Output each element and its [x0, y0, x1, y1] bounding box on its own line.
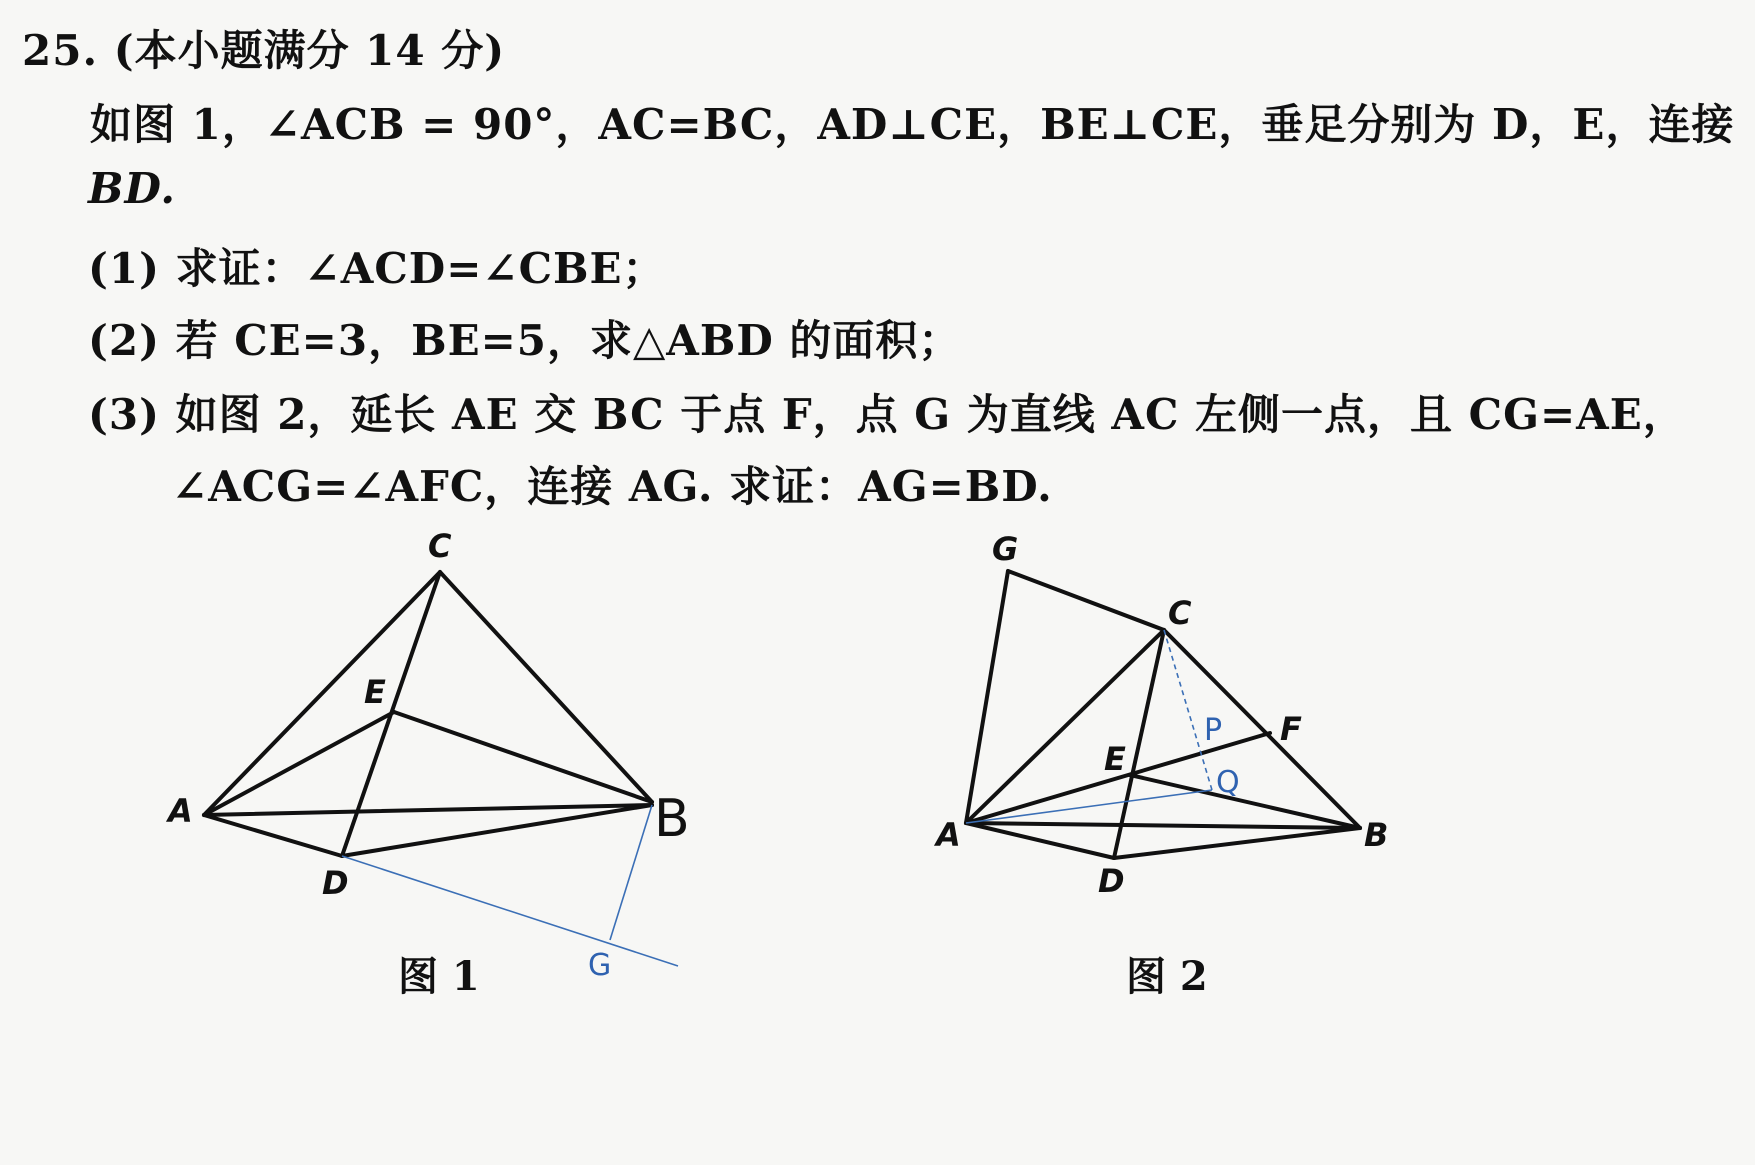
segment-AB: [204, 805, 652, 815]
fig2-label-F: F: [1280, 710, 1302, 748]
segment-AG: [966, 571, 1008, 823]
extension-DG: [342, 856, 678, 966]
fig2-label-D: D: [1098, 862, 1125, 900]
fig2-label-E: E: [1104, 740, 1126, 778]
segment-DB: [1114, 828, 1360, 858]
segment-AQ: [966, 790, 1212, 823]
problem-intro-line2: BD.: [88, 164, 177, 213]
fig1-label-A: A: [168, 792, 193, 830]
fig1-label-B: B: [654, 789, 690, 849]
fig2-label-A: A: [936, 816, 961, 854]
problem-header: 25. (本小题满分 14 分): [22, 26, 506, 75]
fig2-label-G: G: [992, 530, 1019, 568]
fig1-label-C: C: [428, 527, 452, 565]
figure-1: [165, 527, 690, 1000]
question-3-line1: (3) 如图 2，延长 AE 交 BC 于点 F，点 G 为直线 AC 左侧一点，且 CG=AE，: [88, 390, 1686, 439]
question-3-line2: ∠ACG=∠AFC，连接 AG. 求证：AG=BD.: [172, 462, 1053, 511]
segment-EB: [1130, 775, 1360, 828]
fig1-label-D: D: [322, 864, 349, 902]
segment-BG: [610, 805, 652, 940]
figure-2: [933, 530, 1388, 1000]
fig1-caption: 图 1: [398, 953, 480, 1000]
fig2-label-C: C: [1168, 594, 1192, 632]
problem-intro-line1: 如图 1，∠ACB = 90°，AC=BC，AD⊥CE，BE⊥CE，垂足分别为 D，E，连接: [90, 100, 1735, 149]
segment-AD: [204, 815, 342, 856]
segment-AC: [204, 572, 440, 815]
segment-EB: [394, 712, 652, 802]
segment-AE: [204, 712, 394, 815]
fig1-label-G: G: [588, 948, 612, 983]
segment-AD: [966, 823, 1114, 858]
segment-GC: [1008, 571, 1164, 630]
fig2-label-Q: Q: [1216, 765, 1240, 800]
segment-CB: [440, 572, 652, 802]
fig2-caption: 图 2: [1126, 953, 1208, 1000]
fig2-label-B: B: [1364, 816, 1389, 854]
question-1: (1) 求证：∠ACD=∠CBE；: [88, 244, 666, 293]
fig2-label-P: P: [1204, 713, 1223, 748]
segment-AB: [966, 823, 1360, 828]
fig1-label-E: E: [364, 673, 386, 711]
question-2: (2) 若 CE=3，BE=5，求△ABD 的面积；: [88, 316, 962, 365]
